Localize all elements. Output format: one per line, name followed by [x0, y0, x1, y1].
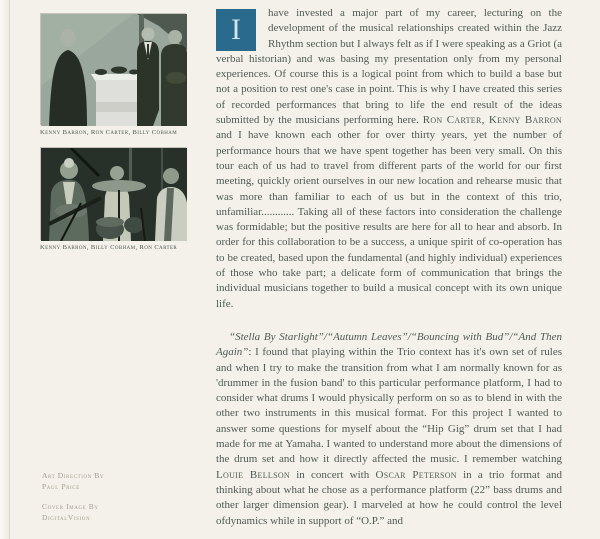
credit-cover-image [42, 501, 104, 523]
text-segment: Oscar Peterson [375, 468, 457, 481]
text-segment: in concert with [289, 468, 376, 481]
paragraph [216, 6, 562, 312]
photo-standing-group [40, 13, 186, 125]
text-segment: in a trio format and thinking about what he chose as a performance platform (22” bass drums and other larger dimension gear). I marveled at how he could control the level ofdynamics while in support of “O.P.” and [216, 468, 562, 527]
text-segment: Ron Carter, Kenny Barron [422, 114, 562, 127]
paragraph [216, 330, 562, 529]
display-table [91, 67, 143, 127]
photo-caption: Kenny Barron, Ron Carter, Billy Cobham [40, 129, 178, 136]
credit-role: Cover Image By [42, 502, 99, 511]
photo-image [41, 14, 187, 126]
credit-role: Art Direction By [42, 471, 105, 480]
photo-stage-group [40, 147, 186, 240]
photo-caption: Kenny Barron, Billy Cobham, Ron Carter [40, 244, 178, 251]
text-segment: Louie Bellson [216, 468, 290, 481]
credit-name: Paul Price [42, 482, 80, 491]
body-text [216, 6, 562, 529]
text-segment: and I have known each other for over thirty years, yet the number of performance hours that we have spent together has been very small. On this tour each of us had to travel from different parts of the world for our first meeting, quickly orient ourselves in our new location and rehearse music that was more than familiar to each of us but in the context of this trio, unfamiliar............ Taking all of these factors into consideration the challenge was formidable; but the positive results are here for all to hear and absorb. In order for this collaboration to be a success, a unique spirit of co-operation has to be created, based upon the fundamental (and highly individual) experiences of those who take part; a delicate form of communication that brings the individual musicians together to build a musical concept with its own unique life. [216, 129, 562, 310]
credit-art-direction [42, 470, 104, 492]
text-segment: have invested a major part of my career, lecturing on the development of the musical relationships created within the Jazz Rhythm section but I always felt as if I were speaking as a Griot (a verbal historian) and was basing my presentation only from my personal experiences. Of course this is a logical point from which to build a base but not a position to rest one's case in point. This is why I have created this series of recorded performances that bring to life the end result of the ideas submitted by the musicians performing here. [216, 7, 562, 127]
page-fold-edge [0, 0, 10, 539]
drop-cap: I [216, 9, 256, 51]
credits-block [42, 470, 104, 532]
text-segment: “Stella By Starlight”/“Autumn Leaves”/“Bouncing with Bud”/“And Then Again” [216, 330, 562, 359]
credit-name: DigitalVision [42, 513, 91, 522]
photo-image [41, 148, 187, 241]
text-segment: : I found that playing within the Trio context has it's own set of rules and when I try to make the transition from what I am normally known for as 'drummer in the fusion band' to this particular performance platform, I had to consider what drums I would physically perform on so as to blend in with the other two instruments in this musical format. For this project I wanted to answer some questions for myself about the “Hip Gig” drum set that I had made for me at Yamaha. I wanted to understand more about the dimensions of the drum set and how it directly affected the music. I remember watching [216, 346, 562, 466]
